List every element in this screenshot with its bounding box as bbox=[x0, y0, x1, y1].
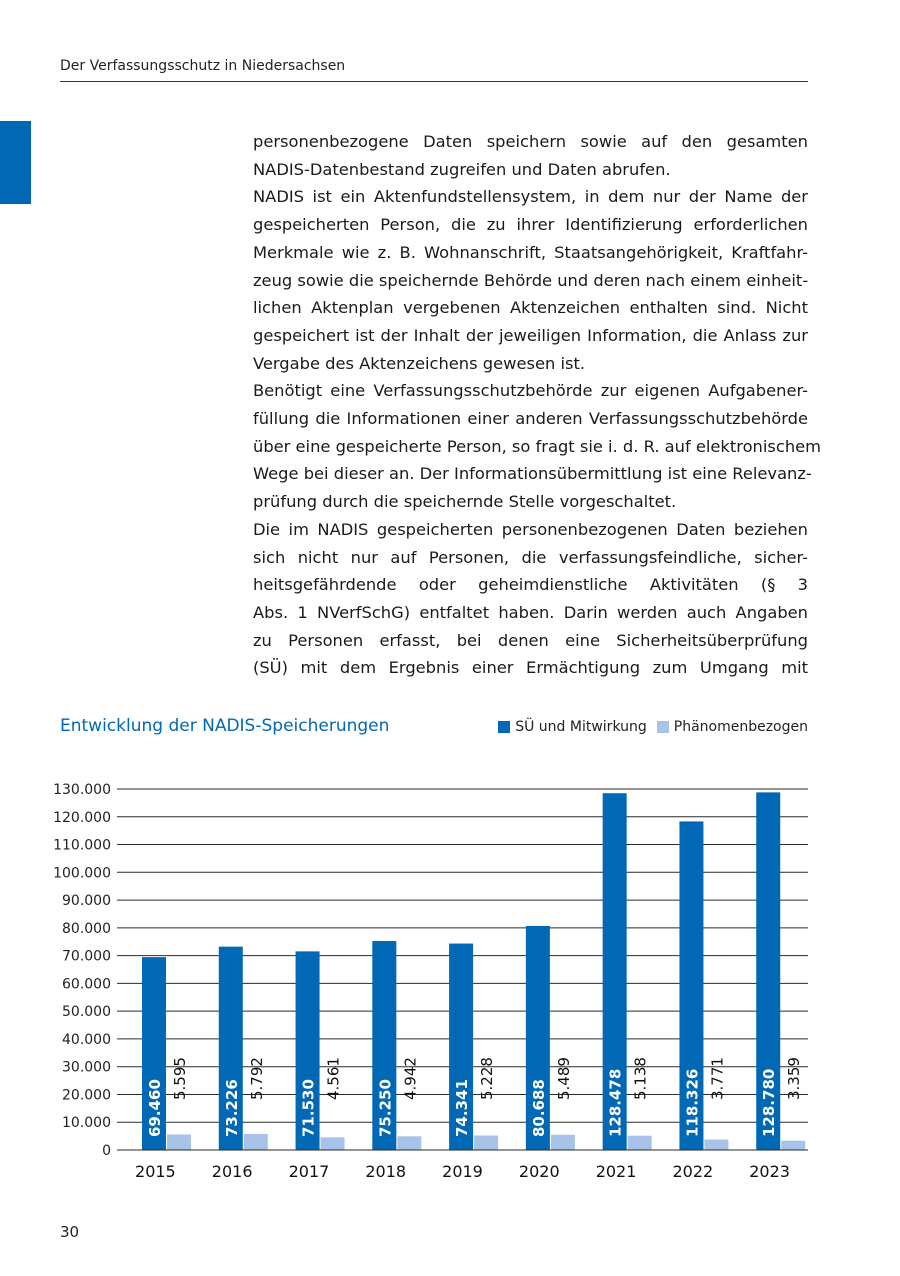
x-tick-label: 2023 bbox=[749, 1162, 790, 1181]
body-line: zeug sowie die speichernde Behörde und deren nach einem einheit- bbox=[253, 270, 809, 290]
bar-phaenomen bbox=[167, 1134, 191, 1150]
body-line: gespeichert ist der Inhalt der jeweiligen Information, die Anlass zur bbox=[253, 325, 808, 345]
legend-label: SÜ und Mitwirkung bbox=[515, 719, 647, 735]
body-line: NADIS ist ein Aktenfundstellensystem, in dem nur der Name der bbox=[253, 187, 808, 207]
y-tick-label: 0 bbox=[102, 1143, 111, 1159]
y-tick-label: 10.000 bbox=[62, 1115, 111, 1132]
body-text bbox=[253, 128, 822, 682]
body-line: zu Personen erfasst, bei denen eine Sicherheitsüberprüfung bbox=[253, 630, 808, 650]
legend-swatch bbox=[498, 721, 510, 733]
y-tick-label: 20.000 bbox=[62, 1087, 111, 1104]
x-tick-label: 2021 bbox=[595, 1162, 637, 1181]
data-label-sue: 73.226 bbox=[222, 1079, 241, 1137]
y-tick-label: 100.000 bbox=[53, 865, 111, 882]
data-label-sue: 80.688 bbox=[529, 1079, 548, 1137]
x-tick-label: 2018 bbox=[365, 1162, 407, 1181]
body-line: heitsgefährdende oder geheimdienstliche Aktivitäten (§ 3 bbox=[253, 575, 808, 595]
page-number: 30 bbox=[60, 1223, 80, 1241]
y-tick-label: 90.000 bbox=[62, 893, 111, 910]
x-tick-label: 2020 bbox=[518, 1162, 560, 1181]
bar-phaenomen bbox=[781, 1141, 805, 1150]
x-tick-label: 2022 bbox=[672, 1162, 714, 1181]
data-label-sue: 74.341 bbox=[453, 1079, 472, 1137]
data-label-sue: 69.460 bbox=[146, 1079, 164, 1137]
bar-phaenomen bbox=[704, 1140, 728, 1150]
bar-phaenomen bbox=[628, 1136, 652, 1150]
body-line: Abs. 1 NVerfSchG) entfaltet haben. Darin werden auch Angaben bbox=[253, 602, 808, 622]
data-label-phaenomen: 5.792 bbox=[247, 1057, 266, 1100]
y-tick-label: 50.000 bbox=[62, 1004, 111, 1021]
data-label-phaenomen: 5.595 bbox=[171, 1057, 189, 1100]
body-line: füllung die Informationen einer anderen Verfassungsschutzbehörde bbox=[253, 409, 808, 429]
y-tick-label: 60.000 bbox=[62, 976, 111, 993]
body-line: Vergabe des Aktenzeichens gewesen ist. bbox=[253, 353, 586, 373]
bar-phaenomen bbox=[397, 1136, 421, 1150]
legend-label: Phänomenbezogen bbox=[673, 719, 808, 735]
body-line: sich nicht nur auf Personen, die verfassungsfeindliche, sicher- bbox=[253, 547, 808, 567]
header-rule bbox=[60, 81, 808, 82]
bar-phaenomen bbox=[551, 1135, 575, 1150]
bar-phaenomen bbox=[321, 1137, 345, 1150]
body-line: Merkmale wie z. B. Wohnanschrift, Staatsangehörigkeit, Kraftfahr- bbox=[253, 242, 808, 262]
y-tick-label: 130.000 bbox=[53, 782, 111, 798]
data-label-phaenomen: 3.771 bbox=[708, 1057, 727, 1100]
x-tick-label: 2015 bbox=[135, 1162, 176, 1181]
data-label-sue: 118.326 bbox=[683, 1068, 702, 1137]
data-label-sue: 71.530 bbox=[299, 1079, 318, 1137]
chart-title: Entwicklung der NADIS-Speicherungen bbox=[60, 716, 390, 736]
body-line: Die im NADIS gespeicherten personenbezogenen Daten beziehen bbox=[253, 519, 808, 539]
body-line: über eine gespeicherte Person, so fragt sie i. d. R. auf elektronischem bbox=[253, 436, 822, 456]
body-line: personenbezogene Daten speichern sowie auf den gesamten bbox=[253, 132, 808, 151]
data-label-phaenomen: 4.942 bbox=[401, 1057, 420, 1100]
data-label-sue: 75.250 bbox=[376, 1079, 395, 1137]
body-line: lichen Aktenplan vergebenen Aktenzeichen enthalten sind. Nicht bbox=[253, 298, 808, 318]
body-line: NADIS-Datenbestand zugreifen und Daten abrufen. bbox=[253, 159, 671, 179]
body-line: prüfung durch die speichernde Stelle vorgeschaltet. bbox=[253, 492, 677, 512]
y-tick-label: 70.000 bbox=[62, 948, 111, 965]
running-header: Der Verfassungsschutz in Niedersachsen bbox=[60, 58, 346, 74]
legend-swatch bbox=[657, 721, 669, 733]
data-label-sue: 128.780 bbox=[760, 1068, 779, 1137]
data-label-phaenomen: 4.561 bbox=[324, 1057, 343, 1100]
data-label-phaenomen: 3.359 bbox=[785, 1057, 804, 1100]
bar-phaenomen bbox=[244, 1134, 268, 1150]
x-tick-label: 2017 bbox=[288, 1162, 330, 1181]
legend-item-phaenomen bbox=[657, 719, 808, 735]
y-tick-label: 80.000 bbox=[62, 920, 111, 937]
data-label-phaenomen: 5.489 bbox=[554, 1057, 573, 1100]
chart-legend bbox=[488, 719, 808, 735]
body-line: Wege bei dieser an. Der Informationsübermittlung ist eine Relevanz- bbox=[253, 464, 812, 484]
y-tick-label: 120.000 bbox=[53, 809, 111, 826]
bar-phaenomen bbox=[474, 1135, 498, 1150]
y-tick-label: 30.000 bbox=[62, 1059, 111, 1076]
x-tick-label: 2016 bbox=[211, 1162, 253, 1181]
chapter-side-tab bbox=[0, 121, 31, 204]
y-tick-label: 40.000 bbox=[62, 1031, 111, 1048]
bar-chart bbox=[0, 760, 900, 1200]
body-line: gespeicherten Person, die zu ihrer Identifizierung erforderlichen bbox=[253, 215, 808, 235]
body-line: Benötigt eine Verfassungsschutzbehörde zur eigenen Aufgabener- bbox=[253, 381, 808, 401]
body-line: (SÜ) mit dem Ergebnis einer Ermächtigung zum Umgang mit bbox=[253, 658, 808, 678]
y-tick-label: 110.000 bbox=[53, 837, 111, 854]
data-label-phaenomen: 5.138 bbox=[631, 1057, 650, 1100]
data-label-sue: 128.478 bbox=[606, 1068, 625, 1137]
x-tick-label: 2019 bbox=[442, 1162, 483, 1181]
data-label-phaenomen: 5.228 bbox=[478, 1057, 497, 1100]
legend-item-sue bbox=[498, 719, 647, 735]
